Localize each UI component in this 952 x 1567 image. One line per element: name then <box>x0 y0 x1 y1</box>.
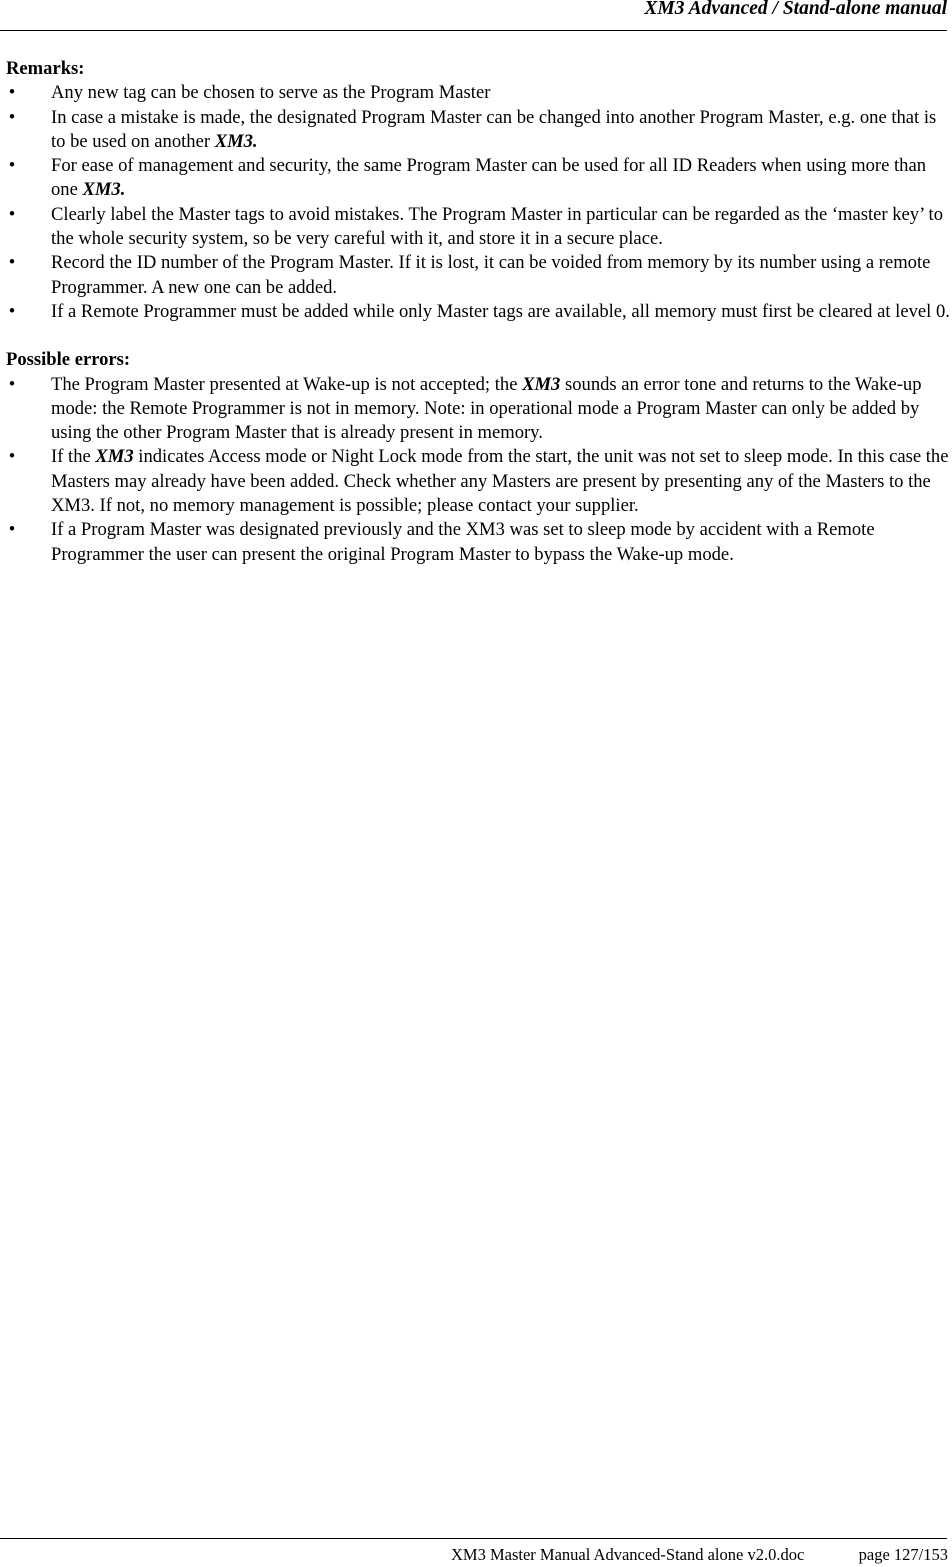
errors-heading: Possible errors: <box>6 349 131 371</box>
footer-page-number: page 127/153 <box>858 1545 948 1564</box>
list-item: • For ease of management and security, the same Program Master can be used for all ID Readers when using more than one XM3. <box>6 154 950 203</box>
bullet-icon: • <box>8 106 16 128</box>
bullet-icon: • <box>8 82 16 104</box>
document-body <box>6 57 950 567</box>
page-footer <box>0 1538 948 1564</box>
list-item: • The Program Master presented at Wake-up is not accepted; the XM3 sounds an error tone and returns to the Wake-up mode: the Remote Programmer is not in memory. Note: in operational mode a Program Master can only be added by using the other Program Master that is already present in memory. <box>6 373 950 446</box>
bullet-icon: • <box>8 519 16 541</box>
errors-list <box>6 373 950 567</box>
bullet-icon: • <box>8 300 16 322</box>
list-item: • Any new tag can be chosen to serve as the Program Master <box>6 81 950 105</box>
section-spacer <box>6 324 950 348</box>
bullet-icon: • <box>8 446 16 468</box>
list-item: • If the XM3 indicates Access mode or Night Lock mode from the start, the unit was not set to sleep mode. In this case the Masters may already have been added. Check whether any Masters are present by presenting any of the Masters to the XM3. If not, no memory management is possible; please contact your supplier. <box>6 445 950 518</box>
list-item: • Clearly label the Master tags to avoid mistakes. The Program Master in particular can be regarded as the ‘master key’ to the whole security system, so be very careful with it, and store it in a secure place. <box>6 203 950 252</box>
header-title: XM3 Advanced / Stand-alone manual <box>644 0 947 19</box>
list-item: • Record the ID number of the Program Master. If it is lost, it can be voided from memory by its number using a remote Programmer. A new one can be added. <box>6 251 950 300</box>
product-name: XM3. <box>214 130 258 152</box>
footer-document-name: XM3 Master Manual Advanced-Stand alone v2.0.doc <box>451 1545 805 1564</box>
product-name: XM3 <box>522 373 561 395</box>
remarks-list <box>6 81 950 324</box>
list-item: • If a Program Master was designated previously and the XM3 was set to sleep mode by accident with a Remote Programmer the user can present the original Program Master to bypass the Wake-up mode. <box>6 518 950 567</box>
product-name: XM3. <box>82 179 126 201</box>
remarks-heading: Remarks: <box>6 58 85 79</box>
bullet-icon: • <box>8 155 16 177</box>
product-name: XM3 <box>95 446 134 468</box>
list-item: • In case a mistake is made, the designated Program Master can be changed into another Program Master, e.g. one that is to be used on another XM3. <box>6 106 950 155</box>
bullet-icon: • <box>8 373 16 395</box>
bullet-icon: • <box>8 203 16 225</box>
list-item: • If a Remote Programmer must be added while only Master tags are available, all memory must first be cleared at level 0. <box>6 300 950 324</box>
bullet-icon: • <box>8 252 16 274</box>
page-header <box>0 0 947 31</box>
